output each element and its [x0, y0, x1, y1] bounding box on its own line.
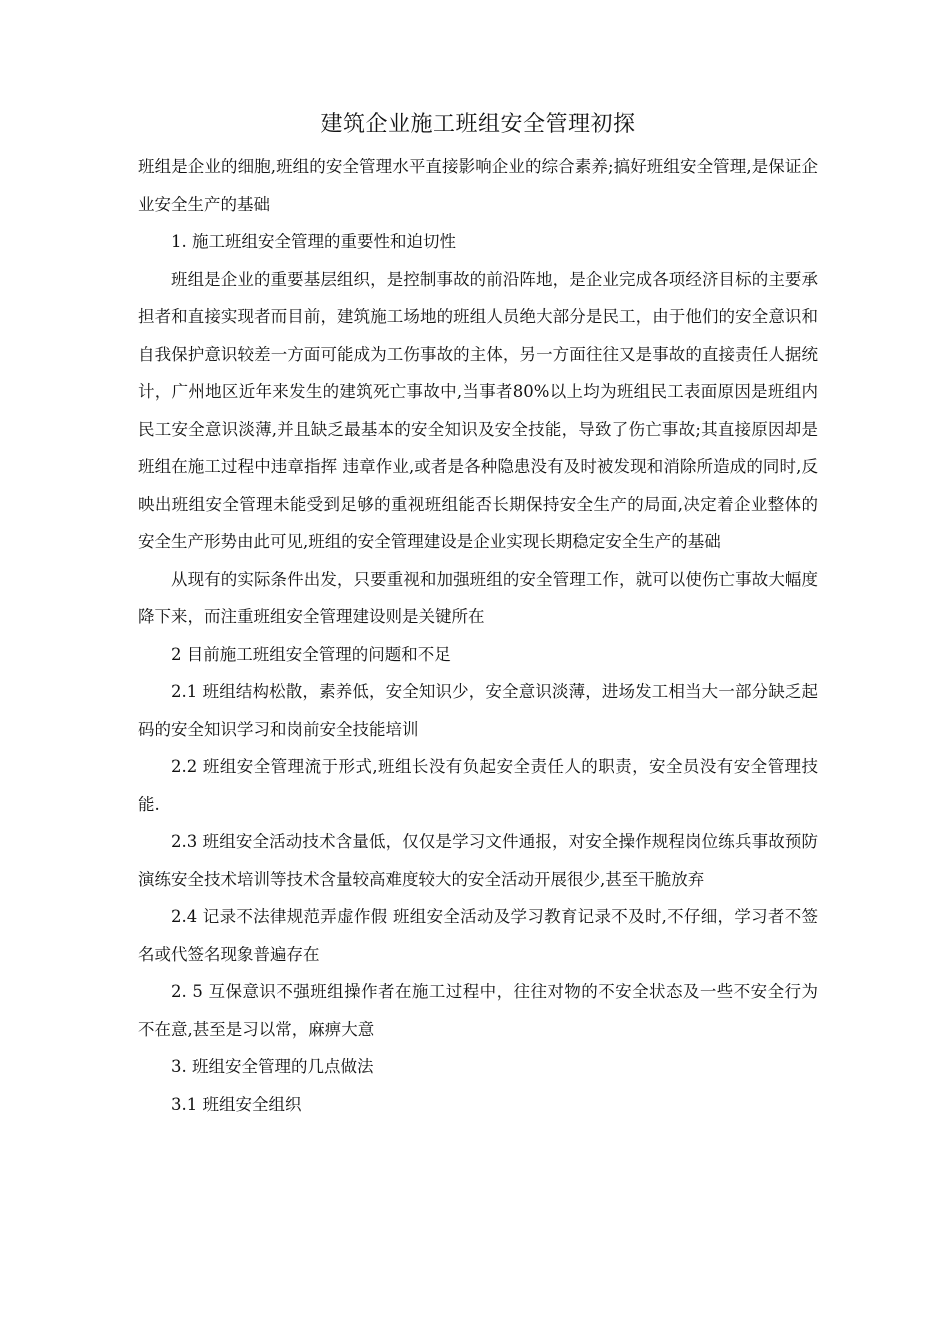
section-heading-1: 1. 施工班组安全管理的重要性和迫切性	[171, 232, 456, 251]
subsection-heading-3-1: 3.1 班组安全组织	[171, 1094, 302, 1114]
subsection-paragraph-2-3: 2.3 班组安全活动技术含量低，仅仅是学习文件通报，对安全操作规程岗位练兵事故预防演练安全技术培训等技术含量较高难度较大的安全活动开展很少,甚至干脆放弃	[138, 832, 818, 889]
intro-paragraph: 班组是企业的细胞,班组的安全管理水平直接影响企业的综合素养;搞好班组安全管理,是保证企业安全生产的基础	[138, 157, 818, 214]
document-page	[138, 110, 818, 1123]
section-heading-2: 2 目前施工班组安全管理的问题和不足	[171, 644, 451, 664]
subsection-paragraph-2-1: 2.1 班组结构松散，素养低，安全知识少，安全意识淡薄，进场发工相当大一部分缺乏起码的安全知识学习和岗前安全技能培训	[138, 682, 818, 739]
body-paragraph: 从现有的实际条件出发，只要重视和加强班组的安全管理工作，就可以使伤亡事故大幅度降下来，而注重班组安全管理建设则是关键所在	[138, 569, 818, 626]
body-paragraph: 班组是企业的重要基层组织，是控制事故的前沿阵地，是企业完成各项经济目标的主要承担者和直接实现者而目前，建筑施工场地的班组人员绝大部分是民工，由于他们的安全意识和自我保护意识较差一方面可能成为工伤事故的主体，另一方面往往又是事故的直接责任人据统计，广州地区近年来发生的建筑死亡事故中,当事者80%以上均为班组民工表面原因是班组内民工安全意识淡薄,并且缺乏最基本的安全知识及安全技能，导致了伤亡事故;其直接原因却是班组在施工过程中违章指挥 违章作业,或者是各种隐患没有及时被发现和消除所造成的同时,反映出班组安全管理未能受到足够的重视班组能否长期保持安全生产的局面,决定着企业整体的安全生产形势由此可见,班组的安全管理建设是企业实现长期稳定安全生产的基础	[138, 269, 818, 551]
subsection-paragraph-2-2: 2.2 班组安全管理流于形式,班组长没有负起安全责任人的职责，安全员没有安全管理技能.	[138, 757, 818, 814]
document-title: 建筑企业施工班组安全管理初探	[320, 112, 636, 137]
section-heading-3: 3. 班组安全管理的几点做法	[171, 1057, 374, 1076]
subsection-paragraph-2-4: 2.4 记录不法律规范弄虚作假 班组安全活动及学习教育记录不及时,不仔细，学习者不签名或代签名现象普遍存在	[138, 907, 818, 964]
subsection-paragraph-2-5: 2. 5 互保意识不强班组操作者在施工过程中，往往对物的不安全状态及一些不安全行为不在意,甚至是习以常，麻痹大意	[138, 982, 818, 1039]
